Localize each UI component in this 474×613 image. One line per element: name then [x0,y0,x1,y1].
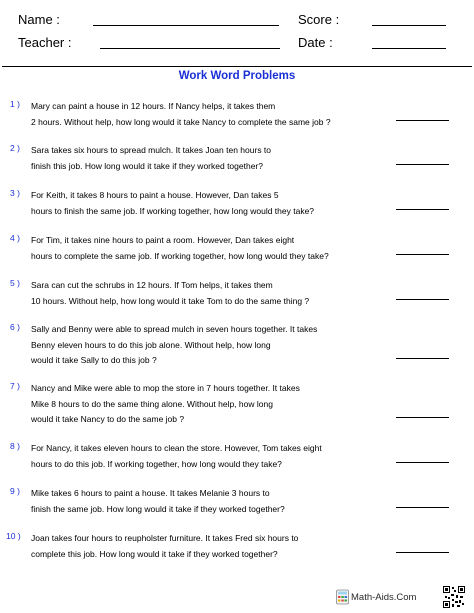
score-label: Score : [298,12,340,27]
answer-line [396,552,449,553]
answer-line [396,299,449,300]
problem-number: 3 ) [10,188,20,198]
problem-text: Sally and Benny were able to spread mulch in seven hours together. It takes Benny eleven hours to do this job alone. Without help, how long would it take Sally to do this job ? [31,324,318,365]
answer-line [396,462,449,463]
teacher-line [100,48,280,49]
page-title: Work Word Problems [178,70,296,82]
problem-text: Mary can paint a house in 12 hours. If Nancy helps, it takes them 2 hours. Without help, how long would it take Nancy to complete the same job ? [31,101,331,127]
problem-text: Nancy and Mike were able to mop the store in 7 hours together. It takes Mike 8 hours to do the same thing alone. Without help, how long would it take Nancy to do the same job ? [31,383,300,424]
logo-text: Math-Aids.Com [351,592,417,603]
answer-line [396,254,449,255]
problem-text: Mike takes 6 hours to paint a house. It takes Melanie 3 hours to finish the same job. How long would it take if they worked together? [31,488,285,514]
header-divider [2,66,472,67]
answer-line [396,507,449,508]
problem-number: 2 ) [10,143,20,153]
answer-line [396,164,449,165]
problem-number: 8 ) [10,441,20,451]
answer-line [396,120,449,121]
problem-number: 1 ) [10,99,20,109]
problem-text: For Keith, it takes 8 hours to paint a house. However, Dan takes 5 hours to finish the same job. If working together, how long would they take? [31,190,315,216]
qr-code-icon [442,585,466,609]
problem-text: Joan takes four hours to reupholster furniture. It takes Fred six hours to complete this job. How long would it take if they worked together? [31,533,299,559]
problem-text: For Nancy, it takes eleven hours to clean the store. However, Tom takes eight hours to do this job. If working together, how long would they take? [31,443,322,469]
problem-text: For Tim, it takes nine hours to paint a room. However, Dan takes eight hours to complete the same job. If working together, how long would they take? [31,235,329,261]
name-line [93,25,279,26]
problem-number: 7 ) [10,381,20,391]
problem-number: 6 ) [10,322,20,332]
date-line [372,48,446,49]
math-aids-logo[interactable] [336,589,432,607]
math-aids-logo-icon [336,589,350,605]
problem-number: 4 ) [10,233,20,243]
name-label: Name : [18,12,60,27]
problem-number: 10 ) [6,531,21,541]
problem-text: Sara can cut the schrubs in 12 hours. If Tom helps, it takes them 10 hours. Without help, how long would it take Tom to do the same thing ? [31,280,310,306]
problem-text: Sara takes six hours to spread mulch. It takes Joan ten hours to finish this job. How long would it take if they worked together? [31,145,272,171]
teacher-label: Teacher : [18,35,72,50]
problem-number: 5 ) [10,278,20,288]
answer-line [396,417,449,418]
answer-line [396,358,449,359]
date-label: Date : [298,35,333,50]
answer-line [396,209,449,210]
score-line [372,25,446,26]
problem-number: 9 ) [10,486,20,496]
